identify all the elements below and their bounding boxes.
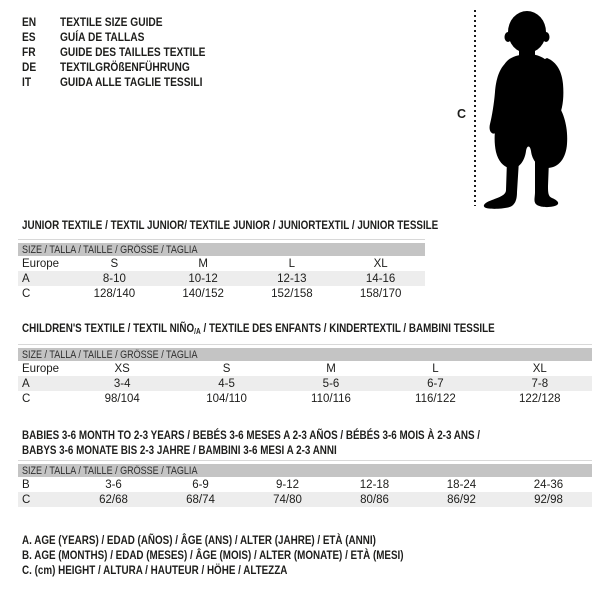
baby-figure xyxy=(479,10,575,212)
table-cell: 4-5 xyxy=(218,377,235,390)
table-cell: C xyxy=(22,392,31,405)
table-cell: 14-16 xyxy=(365,272,396,285)
table-cell: S xyxy=(110,257,119,270)
table-cell: 68/74 xyxy=(186,493,215,506)
table-cell: 86/92 xyxy=(447,493,476,506)
table-cell: 152/158 xyxy=(271,287,313,300)
table-cell: A xyxy=(22,377,30,390)
table-top-rule xyxy=(18,460,592,461)
table-cell: Europe xyxy=(22,257,60,270)
table-cell: C xyxy=(22,493,31,506)
lang-code: ES xyxy=(22,30,36,44)
table-cell: B xyxy=(22,478,30,491)
children-section-title: CHILDREN'S TEXTILE / TEXTIL NIÑO/A / TEXTILE DES ENFANTS / KINDERTEXTIL / BAMBINI TESSILE xyxy=(22,321,495,336)
table-cell: 12-13 xyxy=(277,272,307,285)
lang-row-fr xyxy=(22,45,231,60)
language-guide-list xyxy=(22,15,231,90)
lang-code: DE xyxy=(22,60,37,74)
table-cell: 6-7 xyxy=(427,377,444,390)
size-header-label: SIZE / TALLA / TAILLE / GRÖSSE / TAGLIA xyxy=(22,243,198,256)
lang-label: GUIDA ALLE TAGLIE TESSILI xyxy=(60,75,203,89)
table-cell: 62/68 xyxy=(99,493,128,506)
table-row-europe xyxy=(18,256,425,271)
footnote-b: B. AGE (MONTHS) / EDAD (MESES) / ÂGE (MOIS) / ALTER (MONATE) / ETÀ (MESI) xyxy=(22,548,404,562)
table-row-europe xyxy=(18,361,592,376)
lang-label: TEXTILGRÖßENFÜHRUNG xyxy=(60,60,190,74)
babies-size-table xyxy=(18,460,592,507)
height-measure-dotted-line xyxy=(474,10,476,206)
table-cell: 110/116 xyxy=(311,392,351,405)
table-cell: 3-4 xyxy=(113,377,131,390)
table-cell: 140/152 xyxy=(182,287,224,300)
footnotes-legend xyxy=(22,533,487,578)
table-cell: 116/122 xyxy=(415,392,456,405)
title-subscript: /A xyxy=(194,327,201,336)
footnote-a: A. AGE (YEARS) / EDAD (AÑOS) / ÂGE (ANS) / ALTER (JAHRE) / ETÀ (ANNI) xyxy=(22,533,376,547)
baby-silhouette-icon xyxy=(479,10,575,212)
table-row-height xyxy=(18,391,592,406)
footnote-c: C. (cm) HEIGHT / ALTURA / HAUTEUR / HÖHE / ALTEZZA xyxy=(22,563,288,577)
table-cell: 128/140 xyxy=(93,287,136,300)
table-cell: S xyxy=(222,362,231,375)
babies-section-title: BABIES 3-6 MONTH TO 2-3 YEARS / BEBÉS 3-6 MESES A 2-3 AÑOS / BÉBÉS 3-6 MOIS À 2-3 ANS / BABYS 3-6 MONATE BIS 2-3 JAHRE / BAMBINI 3-6 MESI A 2-3 ANNI xyxy=(22,428,481,457)
table-row-height xyxy=(18,286,425,301)
table-header-bar xyxy=(18,348,592,361)
table-cell: 6-9 xyxy=(192,478,209,491)
table-cell: 122/128 xyxy=(519,392,561,405)
table-cell: L xyxy=(432,362,439,375)
size-header-label: SIZE / TALLA / TAILLE / GRÖSSE / TAGLIA xyxy=(22,348,198,361)
table-top-rule xyxy=(18,344,592,345)
children-size-table xyxy=(18,344,592,406)
table-cell: 80/86 xyxy=(360,493,389,506)
lang-label: GUIDE DES TAILLES TEXTILE xyxy=(60,45,206,59)
table-cell: A xyxy=(22,272,30,285)
table-cell: 5-6 xyxy=(322,377,340,390)
table-cell: 12-18 xyxy=(359,478,390,491)
table-header-bar xyxy=(18,464,592,477)
table-cell: XL xyxy=(532,362,547,375)
lang-row-es xyxy=(22,30,231,45)
table-cell: 8-10 xyxy=(102,272,126,285)
table-row-age xyxy=(18,271,425,286)
height-measure-label: C xyxy=(457,107,467,121)
lang-label: TEXTILE SIZE GUIDE xyxy=(60,15,163,29)
table-cell: XS xyxy=(114,362,130,375)
lang-code: EN xyxy=(22,15,37,29)
lang-code: FR xyxy=(22,45,36,59)
junior-size-table xyxy=(18,239,425,301)
lang-row-en xyxy=(22,15,231,30)
lang-label: GUÍA DE TALLAS xyxy=(60,30,145,44)
table-cell: C xyxy=(22,287,31,300)
table-cell: 3-6 xyxy=(105,478,122,491)
table-cell: 104/110 xyxy=(206,392,247,405)
table-cell: M xyxy=(198,257,208,270)
table-cell: 7-8 xyxy=(531,377,549,390)
table-cell: 92/98 xyxy=(534,493,563,506)
junior-section-title: JUNIOR TEXTILE / TEXTIL JUNIOR/ TEXTILE JUNIOR / JUNIORTEXTIL / JUNIOR TESSILE xyxy=(22,218,439,232)
table-cell: 74/80 xyxy=(273,493,302,506)
size-header-label: SIZE / TALLA / TAILLE / GRÖSSE / TAGLIA xyxy=(22,464,198,477)
lang-row-it xyxy=(22,75,231,90)
table-cell: XL xyxy=(373,257,388,270)
table-top-rule xyxy=(18,239,425,240)
table-row-age xyxy=(18,376,592,391)
table-cell: 24-36 xyxy=(533,478,564,491)
table-row-months xyxy=(18,477,592,492)
table-cell: 10-12 xyxy=(188,272,218,285)
table-cell: Europe xyxy=(22,362,60,375)
lang-code: IT xyxy=(22,75,32,89)
table-cell: 98/104 xyxy=(104,392,140,405)
table-cell: 158/170 xyxy=(359,287,402,300)
table-header-bar xyxy=(18,243,425,256)
table-cell: M xyxy=(326,362,336,375)
table-cell: L xyxy=(288,257,296,270)
table-row-height xyxy=(18,492,592,507)
lang-row-de xyxy=(22,60,231,75)
table-cell: 9-12 xyxy=(275,478,300,491)
table-cell: 18-24 xyxy=(446,478,477,491)
